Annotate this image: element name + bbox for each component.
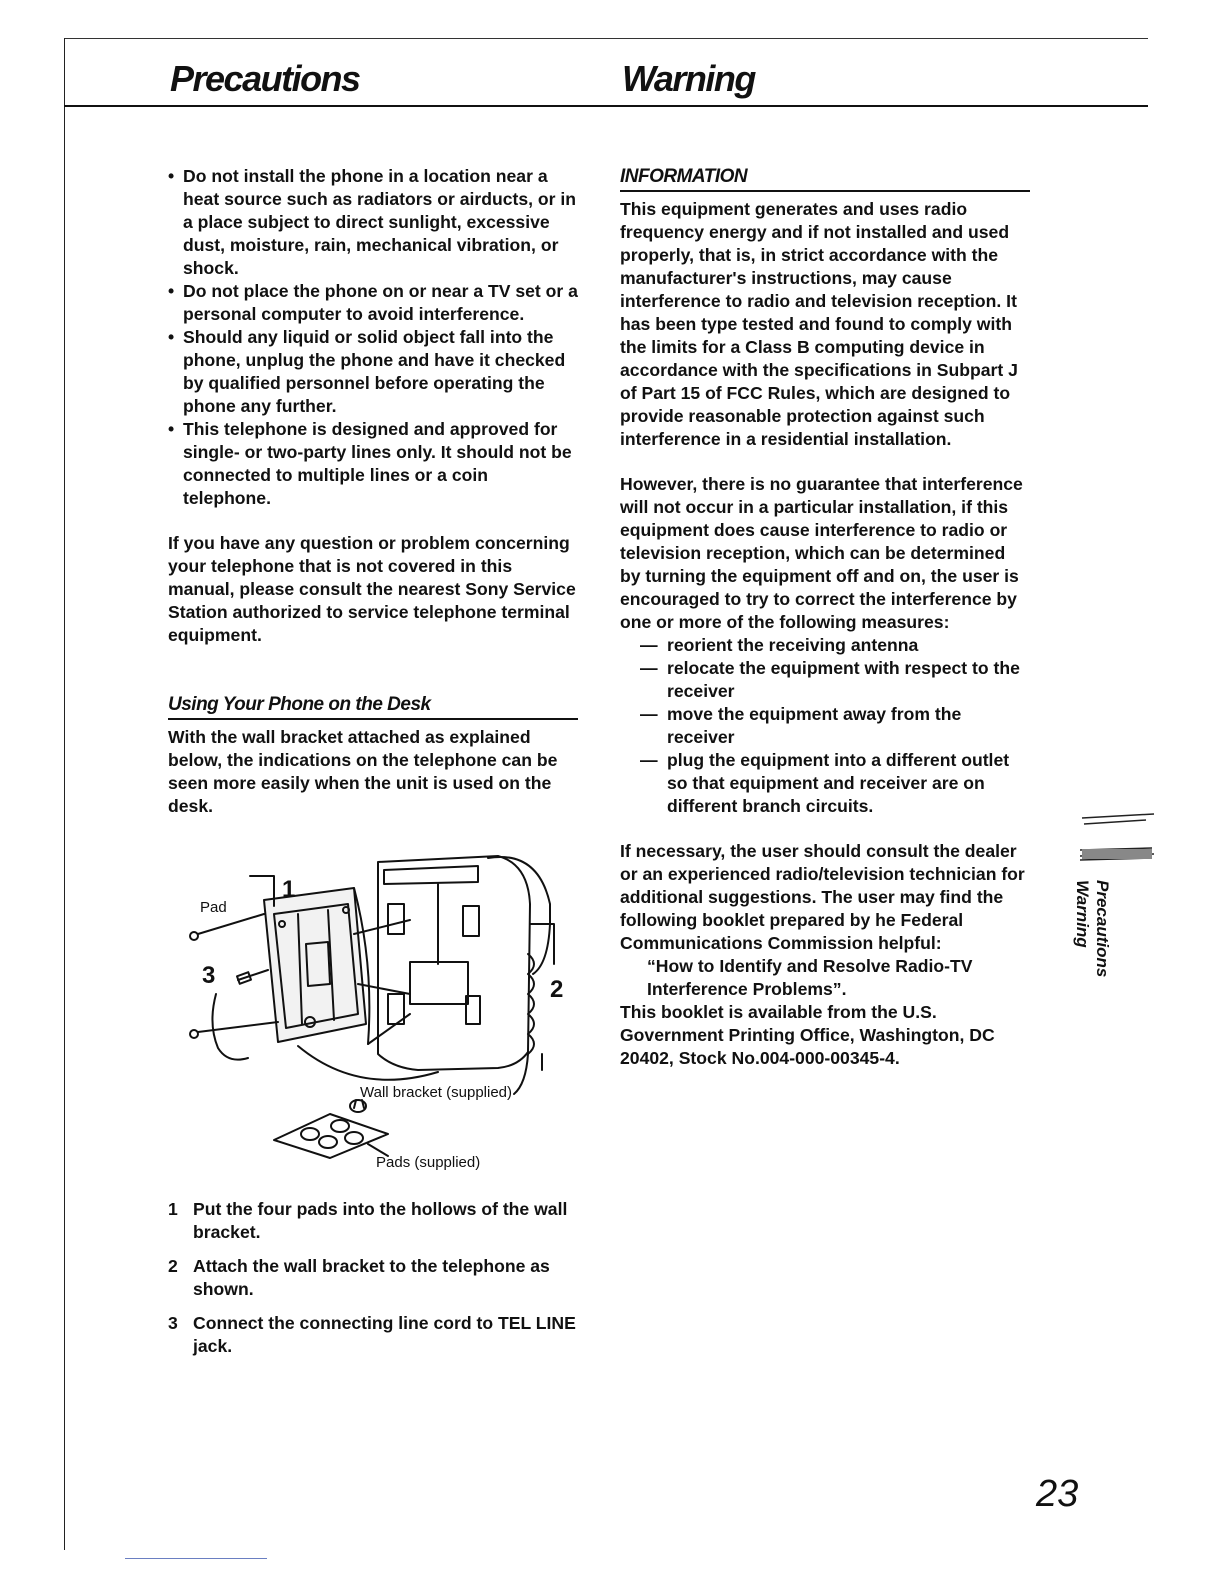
information-paragraph: This equipment generates and uses radio frequency energy and if not installed and used properly, that is, in strict accordance with the manufacturer's instructions, may cause interference to radio and television reception. It has been type tested and found to comply with the limits for a Class B computing device in accordance with the specifications in Subpart J of Part 15 of FCC Rules, which are designed to provide reasonable protection against such interference in a residential installation.	[620, 199, 1018, 449]
header-rule	[64, 105, 1148, 107]
step-number: 3	[168, 1313, 178, 1333]
desk-paragraph: With the wall bracket attached as explained below, the indications on the telephone can be seen more easily when the unit is used on the desk.	[168, 727, 558, 816]
step-text: Attach the wall bracket to the telephone as shown.	[193, 1256, 550, 1299]
step-item	[168, 1255, 578, 1301]
precaution-item: • This telephone is designed and approved for single- or two-party lines only. It should not be connected to multiple lines or a coin telephone.	[168, 418, 578, 510]
callout-2: 2	[550, 976, 564, 1003]
booklet-title: “How to Identify and Resolve Radio-TV Interference Problems”.	[647, 956, 973, 999]
page-number: 23	[1036, 1473, 1079, 1515]
top-rule	[64, 38, 1148, 39]
measure-item: — move the equipment away from the receiver	[640, 703, 1030, 749]
interference-paragraph: However, there is no guarantee that interference will not occur in a particular installation, if this equipment does cause interference to radio or television reception, which can be determined by turning the equipment off and on, the user is encouraged to try to correct the interference by one or more of the following measures:	[620, 474, 1023, 632]
callout-3: 3	[202, 962, 216, 989]
booklet-availability: This booklet is available from the U.S. Government Printing Office, Washington, DC 20402, Stock No.004-000-00345-4.	[620, 1002, 995, 1068]
consult-paragraph: If necessary, the user should consult the dealer or an experienced radio/television technician for additional suggestions. The user may find the following booklet prepared by he Federal Communications Commission helpful:	[620, 841, 1025, 953]
measures-list	[620, 634, 1030, 818]
precautions-list	[168, 165, 578, 510]
pad-label: Pad	[200, 899, 227, 916]
information-heading: INFORMATION	[620, 165, 1030, 192]
side-tab-warning: Warning	[1073, 880, 1092, 948]
step-text: Connect the connecting line cord to TEL LINE jack.	[193, 1313, 576, 1356]
right-column	[620, 165, 1030, 1070]
precaution-item: • Do not place the phone on or near a TV set or a personal computer to avoid interference.	[168, 280, 578, 326]
side-tab-precautions: Precautions	[1093, 880, 1112, 978]
left-column	[168, 165, 578, 1369]
callout-1: 1	[282, 876, 296, 903]
step-text: Put the four pads into the hollows of the wall bracket.	[193, 1199, 568, 1242]
phone-bracket-illustration	[178, 844, 598, 1174]
service-question-paragraph: If you have any question or problem concerning your telephone that is not covered in this manual, please consult the nearest Sony Service Station authorized to service telephone terminal equipment.	[168, 533, 576, 645]
precaution-item: • Should any liquid or solid object fall into the phone, unplug the phone and have it checked by qualified personnel before operating the phone any further.	[168, 326, 578, 418]
precaution-item: • Do not install the phone in a location near a heat source such as radiators or airducts, or in a place subject to direct sunlight, excessive dust, moisture, rain, mechanical vibration, or shock.	[168, 165, 578, 280]
measure-item: — relocate the equipment with respect to the receiver	[640, 657, 1030, 703]
wall-bracket-label: Wall bracket (supplied)	[360, 1084, 512, 1101]
left-margin-rule	[64, 38, 65, 1550]
wall-bracket-figure	[178, 844, 598, 1174]
step-number: 2	[168, 1256, 178, 1276]
header-title-warning: Warning	[622, 58, 755, 99]
step-number: 1	[168, 1199, 178, 1219]
step-item	[168, 1198, 578, 1244]
pads-label: Pads (supplied)	[376, 1154, 481, 1171]
footer-rule	[125, 1558, 267, 1559]
desk-section-heading: Using Your Phone on the Desk	[168, 693, 578, 720]
measure-item: — plug the equipment into a different outlet so that equipment and receiver are on different branch circuits.	[640, 749, 1030, 818]
setup-steps	[168, 1198, 578, 1358]
side-tab-block	[1082, 849, 1152, 859]
measure-item: — reorient the receiving antenna	[640, 634, 1030, 657]
header-title-precautions: Precautions	[170, 58, 360, 99]
step-item	[168, 1312, 578, 1358]
